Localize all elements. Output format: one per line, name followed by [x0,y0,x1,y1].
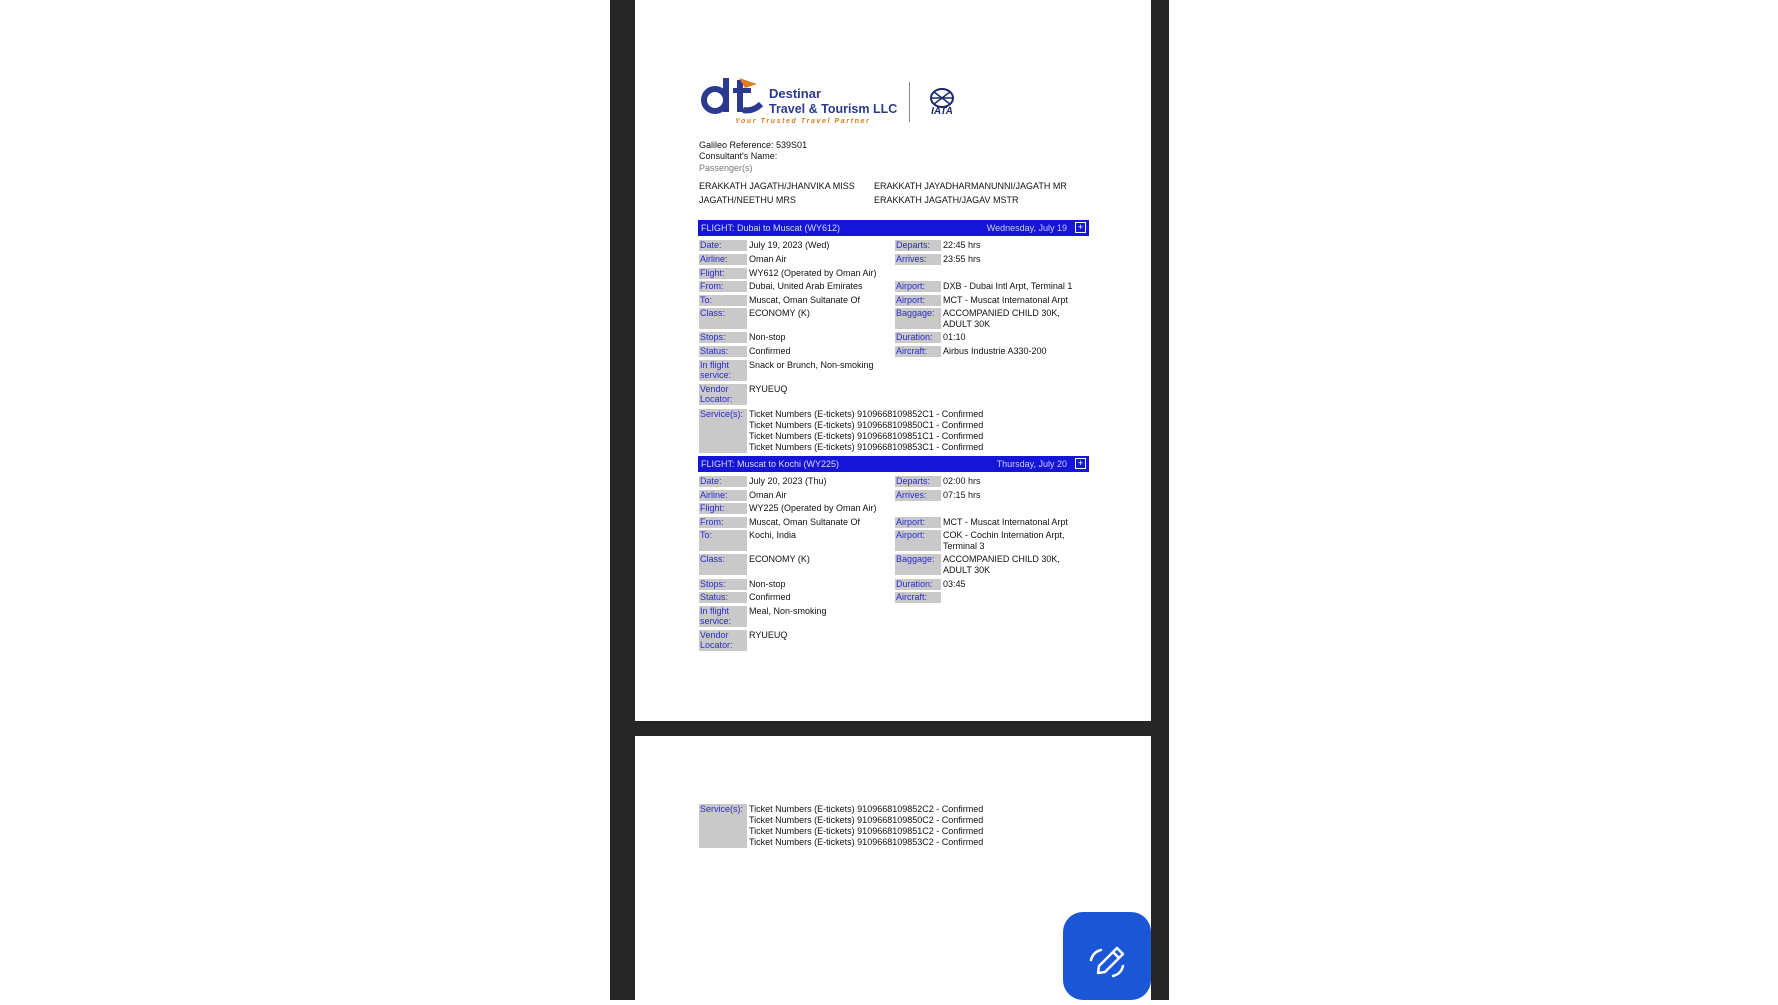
passengers-heading: Passenger(s) [699,163,753,173]
vendor-value: RYUEUQ [749,384,788,394]
service-ticket: Ticket Numbers (E-tickets) 9109668109850C1 - Confirmed [749,420,984,430]
logo-name-line2: Travel & Tourism LLC [769,102,898,116]
date-value: July 20, 2023 (Thu) [749,476,827,486]
status-value: Confirmed [749,346,791,356]
stops-value: Non-stop [749,579,786,589]
galileo-reference: Galileo Reference: 539S01 [699,140,808,150]
passenger-name: JAGATH/NEETHU MRS [699,195,796,205]
passenger-name: ERAKKATH JAGATH/JAGAV MSTR [874,195,1019,205]
class-value: ECONOMY (K) [749,308,810,318]
baggage-value: ACCOMPANIED CHILD 30K, [943,308,1060,318]
airport-label: Airport: [895,517,941,528]
class-label: Class: [699,554,747,575]
airline-label: Airline: [699,254,747,265]
arrives-value: 23:55 hrs [943,254,981,264]
logo-tagline: Your Trusted Travel Partner [735,118,871,125]
service-ticket: Ticket Numbers (E-tickets) 9109668109853C1 - Confirmed [749,442,984,452]
baggage-value: ADULT 30K [943,319,991,329]
duration-value: 03:45 [943,579,966,589]
consultant-name: Consultant's Name: [699,151,778,161]
service-ticket: Ticket Numbers (E-tickets) 9109668109850C2 - Confirmed [749,815,984,825]
flight-header [698,220,1089,236]
globe-icon [920,88,964,108]
stops-value: Non-stop [749,332,786,342]
flight-label: Flight: [699,503,747,514]
passenger-name: ERAKKATH JAYADHARMANUNNI/JAGATH MR [874,181,1067,191]
airline-label: Airline: [699,490,747,501]
airport-label: Airport: [895,530,941,551]
flight-value: WY225 (Operated by Oman Air) [749,503,877,513]
date-value: July 19, 2023 (Wed) [749,240,830,250]
baggage-value: ADULT 30K [943,565,991,575]
departs-value: 22:45 hrs [943,240,981,250]
duration-label: Duration: [895,579,941,590]
baggage-label: Baggage: [895,554,941,575]
from-label: From: [699,517,747,528]
aircraft-value: Airbus Industrie A330-200 [943,346,1047,356]
departs-label: Departs: [895,476,941,487]
from-value: Muscat, Oman Sultanate Of [749,517,861,527]
arrives-label: Arrives: [895,254,941,265]
airport-value: MCT - Muscat Internatonal Arpt [943,295,1068,305]
airport-value: MCT - Muscat Internatonal Arpt [943,517,1068,527]
to-label: To: [699,530,747,551]
airport-label: Airport: [895,295,941,306]
logo-divider [909,82,910,122]
status-value: Confirmed [749,592,791,602]
edit-fab-button[interactable] [1063,912,1151,1000]
departs-label: Departs: [895,240,941,251]
document-viewer[interactable] [610,0,1169,1000]
flight-route: FLIGHT: Dubai to Muscat (WY612) [701,223,841,233]
inflight-value: Meal, Non-smoking [749,606,827,616]
class-label: Class: [699,308,747,329]
flight-day: Thursday, July 20 [996,459,1067,469]
passenger-name: ERAKKATH JAGATH/JHANVIKA MISS [699,181,855,191]
aircraft-label: Aircraft: [895,346,941,357]
to-value: Kochi, India [749,530,797,540]
date-label: Date: [699,240,747,251]
service-ticket: Ticket Numbers (E-tickets) 9109668109852C1 - Confirmed [749,409,984,419]
to-label: To: [699,295,747,306]
services-label: Service(s): [699,804,747,848]
services-label: Service(s): [699,409,747,453]
airport-value: DXB - Dubai Intl Arpt, Terminal 1 [943,281,1073,291]
edit-pen-icon [1063,912,1151,1000]
flight-route: FLIGHT: Muscat to Kochi (WY225) [701,459,840,469]
status-label: Status: [699,346,747,357]
from-value: Dubai, United Arab Emirates [749,281,863,291]
inflight-value: Snack or Brunch, Non-smoking [749,360,874,370]
dt-logo-mark [699,76,767,122]
flight-value: WY612 (Operated by Oman Air) [749,268,877,278]
service-ticket: Ticket Numbers (E-tickets) 9109668109851C1 - Confirmed [749,431,984,441]
service-ticket: Ticket Numbers (E-tickets) 9109668109852C2 - Confirmed [749,804,984,814]
aircraft-label: Aircraft: [895,592,941,603]
iata-logo [920,88,964,122]
duration-label: Duration: [895,332,941,343]
flight-header [698,456,1089,472]
flight-label: Flight: [699,268,747,279]
inflight-label: In flight service: [699,360,747,381]
airport-label: Airport: [895,281,941,292]
airport-value: Terminal 3 [943,541,985,551]
vendor-label: Vendor Locator: [699,630,747,651]
stops-label: Stops: [699,579,747,590]
baggage-value: ACCOMPANIED CHILD 30K, [943,554,1060,564]
class-value: ECONOMY (K) [749,554,810,564]
departs-value: 02:00 hrs [943,476,981,486]
service-ticket: Ticket Numbers (E-tickets) 9109668109851C2 - Confirmed [749,826,984,836]
inflight-label: In flight service: [699,606,747,627]
add-to-calendar-icon[interactable]: + [1075,222,1086,233]
service-ticket: Ticket Numbers (E-tickets) 9109668109853C2 - Confirmed [749,837,984,847]
airline-value: Oman Air [749,254,787,264]
airline-value: Oman Air [749,490,787,500]
airport-value: COK - Cochin Internation Arpt, [943,530,1065,540]
status-label: Status: [699,592,747,603]
baggage-label: Baggage: [895,308,941,329]
arrives-value: 07:15 hrs [943,490,981,500]
add-to-calendar-icon[interactable]: + [1075,458,1086,469]
iata-label: IATA [931,106,953,117]
flight-day: Wednesday, July 19 [986,223,1067,233]
stops-label: Stops: [699,332,747,343]
vendor-value: RYUEUQ [749,630,788,640]
duration-value: 01:10 [943,332,966,342]
logo-name-line1: Destinar [769,86,822,101]
arrives-label: Arrives: [895,490,941,501]
vendor-label: Vendor Locator: [699,384,747,405]
to-value: Muscat, Oman Sultanate Of [749,295,861,305]
document-page-1 [635,0,1151,721]
date-label: Date: [699,476,747,487]
from-label: From: [699,281,747,292]
